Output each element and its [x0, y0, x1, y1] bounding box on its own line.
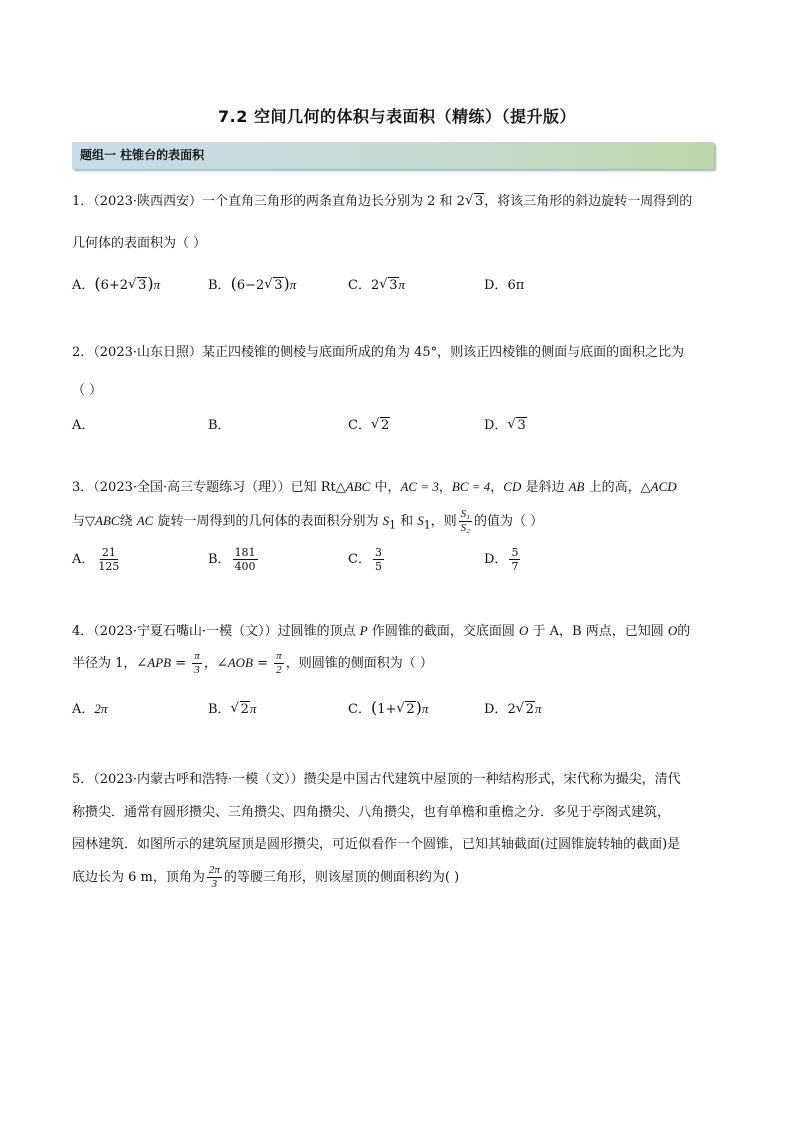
option-c[interactable]: C．(1+√ 2)π — [348, 698, 428, 717]
question-text: 园林建筑．如图所示的建筑屋顶是圆形攒尖，可近似看作一个圆锥，已知其轴截面(过圆锥旋转轴的截面)是 — [72, 837, 681, 852]
option-a[interactable]: A． $\frac{21}{125}$ — [72, 546, 120, 573]
question-text: 1．（2023·陕西西安）一个直角三角形的两条直角边长分别为 2 和 2√ 3，将该三角形的斜边旋转一周得到的 — [72, 190, 692, 209]
option-a[interactable]: A．(6+2√ 3)π — [72, 274, 160, 293]
question-text: 几何体的表面积为（ ） — [72, 236, 207, 251]
question-text: 称攒尖．通常有圆形攒尖、三角攒尖、四角攒尖、八角攒尖，也有单檐和重檐之分．多见于亭阁式建筑， — [72, 805, 671, 820]
option-c[interactable]: C． $\frac{3}{5}$ — [348, 546, 382, 573]
option-a[interactable]: A．2π — [72, 701, 108, 717]
page-title: 7.2 空间几何的体积与表面积（精练）（提升版） — [218, 107, 576, 126]
sqrt: √ 3 — [465, 194, 484, 209]
question-text: （ ） — [72, 383, 103, 398]
question-text: 5．（2023·内蒙古呼和浩特·一模（文））攒尖是中国古代建筑中屋顶的一种结构形式，宋代称为撮尖，清代 — [72, 772, 681, 787]
option-b[interactable]: B．(6−2√ 3)π — [208, 274, 296, 293]
option-d[interactable]: D．6π — [484, 278, 525, 293]
option-b[interactable]: B． $\frac{181}{400}$ — [208, 546, 256, 573]
option-d[interactable]: D． $\frac{5}{7}$ — [484, 546, 519, 573]
question-text: 底边长为 6 m，顶角为 $\frac{2\pi}{3}$ 的等腰三角形，则该屋顶的侧面积约为( ) — [72, 864, 460, 890]
option-d[interactable]: D．2√ 2π — [484, 698, 542, 717]
question-text: 2．（2023·山东日照）某正四棱锥的侧棱与底面所成的角为 45°，则该正四棱锥的侧面与底面的面积之比为 — [72, 345, 685, 360]
question-text: 与▽ABC绕 AC 旋转一周得到的几何体的表面积分别为 $S_1$ 和 $S_1$，则 $\frac{\text{S₁}}{\text{S₂}}$ 的值为（ ） — [72, 508, 544, 534]
option-d[interactable]: D．√ 3 — [484, 414, 527, 433]
option-b[interactable]: B． — [208, 418, 231, 433]
question-text: 半径为 1，∠APB = $\frac{\pi}{3}$ ，∠AOB = $\frac{\pi}{2}$ ，则圆锥的侧面积为（ ） — [72, 650, 433, 676]
question-text: 3．（2023·全国·高三专题练习（理））已知 Rt△ABC 中，AC = 3，BC = 4，CD 是斜边 AB 上的高，△ACD — [72, 479, 677, 495]
question-text: 4．（2023·宁夏石嘴山·一模（文））过圆锥的顶点 P 作圆锥的截面，交底面圆 O 于 A，B 两点，已知圆 O的 — [72, 623, 691, 639]
section-header: 题组一 柱锥台的表面积 — [72, 142, 714, 169]
option-c[interactable]: C．2√ 3π — [348, 274, 405, 293]
option-c[interactable]: C．√ 2 — [348, 414, 390, 433]
option-b[interactable]: B．√ 2π — [208, 698, 256, 717]
option-a[interactable]: A． — [72, 418, 95, 433]
